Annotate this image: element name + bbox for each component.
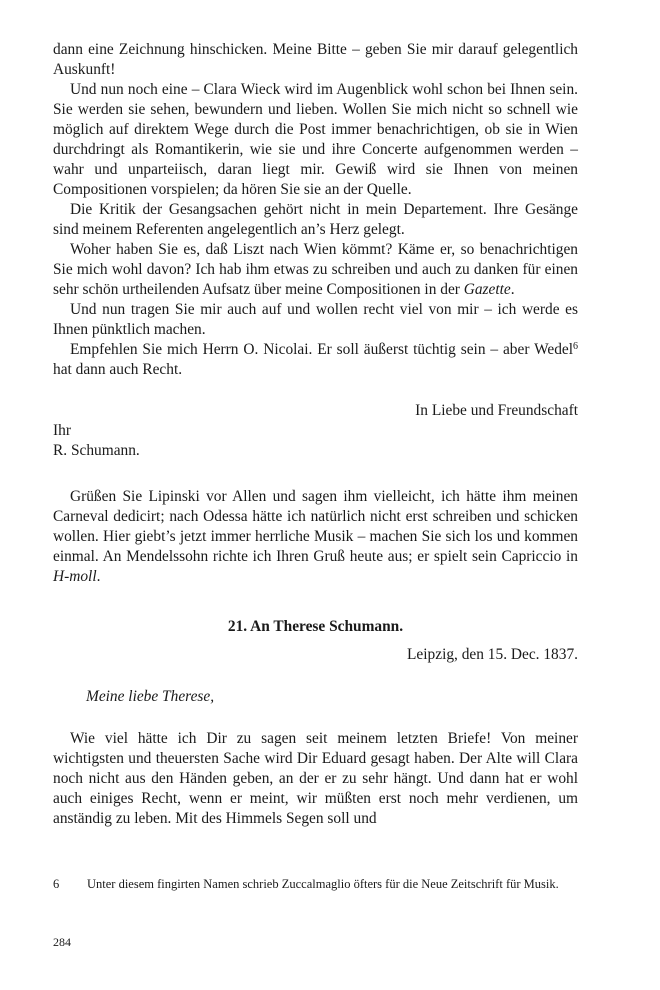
italic-text: H-moll bbox=[53, 568, 97, 585]
paragraph-text: Empfehlen Sie mich Herrn O. Nicolai. Er soll äußerst tüchtig sein – aber Wedel bbox=[70, 341, 573, 358]
letter-date: Leipzig, den 15. Dec. 1837. bbox=[407, 646, 578, 663]
signature-name: R. Schumann. bbox=[53, 442, 140, 459]
footnote bbox=[53, 876, 578, 893]
page-number: 284 bbox=[53, 935, 71, 949]
footnote-text: Unter diesem fingirten Namen schrieb Zuccalmaglio öfters für die Neue Zeitschrift für Musik. bbox=[87, 877, 559, 891]
paragraph: Und nun noch eine – Clara Wieck wird im Augenblick wohl schon bei Ihnen sein. Sie werden sie sehen, bewundern und lieben. Wollen Sie mich nicht so schnell wie möglich auf direktem Wege durch die Post immer benachrichtigen, ob sie in Wien durchdringt als Romantikerin, wie sie und ihre Concerte aufgenommen werden – wahr und unparteiisch, daran liegt mir. Gewiß wird sie Ihnen von meinen Compositionen vorspielen; da hören Sie sie an der Quelle. bbox=[53, 81, 578, 198]
signature-line: Ihr bbox=[53, 422, 71, 439]
paragraph: Wie viel hätte ich Dir zu sagen seit meinem letzten Briefe! Von meiner wichtigsten und theuersten Sache wird Dir Eduard gesagt haben. Der Alte will Clara noch nicht aus den Händen geben, an der er zu sehr hängt. Und dann hat er wohl auch einiges Recht, wenn er meint, wir müßten erst noch mehr verdienen, um anständig zu leben. Mit des Himmels Segen soll und bbox=[53, 730, 578, 827]
paragraph bbox=[53, 340, 578, 380]
paragraph-text: Grüßen Sie Lipinski vor Allen und sagen ihm vielleicht, ich hätte ihm meinen Carneval dedicirt; nach Odessa hätte ich natürlich nicht erst schreiben und schicken wollen. Hier giebt’s jetzt immer herrliche Musik – machen Sie sich los und kommen einmal. An Mendelssohn richte ich Ihren Gruß heute aus; er spielt sein Capriccio in bbox=[53, 488, 578, 565]
letter-heading: 21. An Therese Schumann. bbox=[227, 618, 404, 635]
postscript bbox=[53, 487, 578, 587]
italic-text: Gazette bbox=[463, 281, 511, 298]
footnote-ref[interactable]: 6 bbox=[573, 341, 578, 352]
paragraph-text: . bbox=[510, 281, 515, 298]
paragraph: dann eine Zeichnung hinschicken. Meine Bitte – geben Sie mir darauf gelegentlich Auskunft! bbox=[53, 41, 578, 78]
paragraph-text: Woher haben Sie es, daß Liszt nach Wien kömmt? Käme er, so benachrichtigen Sie mich wohl davon? Ich hab ihm etwas zu schreiben und auch zu danken für einen sehr schön urtheilenden Aufsatz über meine Compositionen in der bbox=[53, 241, 578, 298]
paragraph-text: hat dann auch Recht. bbox=[53, 361, 183, 378]
page-body bbox=[53, 40, 578, 829]
paragraph: Die Kritik der Gesangsachen gehört nicht in mein Departement. Ihre Gesänge sind meinem Referenten angelegentlich an’s Herz gelegt. bbox=[53, 201, 578, 238]
salutation: Meine liebe Therese, bbox=[86, 688, 215, 705]
footnote-number: 6 bbox=[53, 877, 60, 891]
paragraph: Und nun tragen Sie mir auch auf und wollen recht viel von mir – ich werde es Ihnen pünktlich machen. bbox=[53, 301, 578, 338]
paragraph bbox=[53, 240, 578, 300]
paragraph-text: . bbox=[96, 568, 101, 585]
closing: In Liebe und Freundschaft bbox=[415, 402, 578, 419]
